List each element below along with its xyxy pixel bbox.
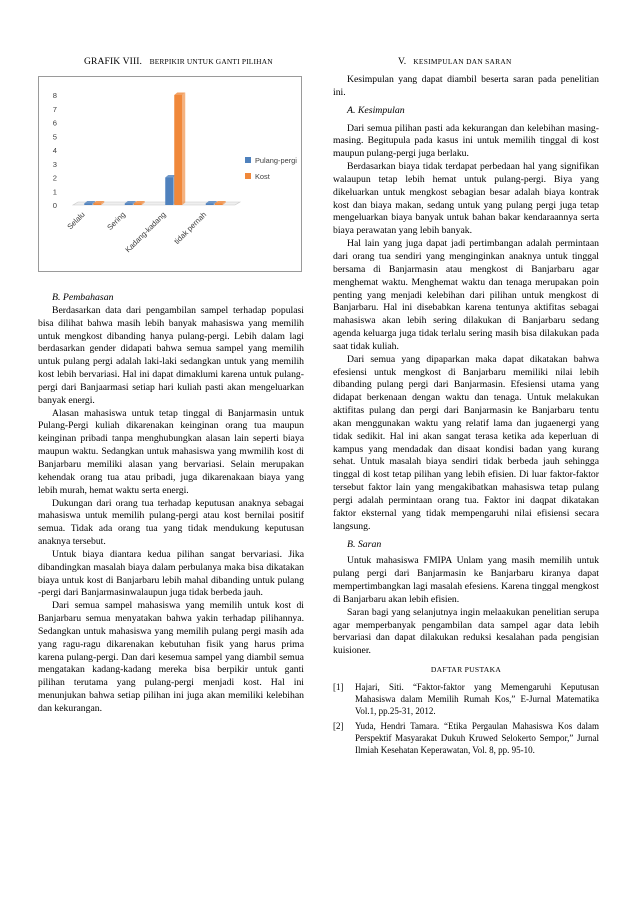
section-saran-heading: B. Saran — [347, 538, 382, 550]
reference-item — [333, 681, 599, 717]
y-tick-label: 3 — [52, 159, 57, 169]
right-column — [333, 74, 599, 760]
x-tick-label: Kadang-kadang — [123, 210, 168, 255]
y-tick-label: 8 — [52, 91, 57, 100]
section-a-heading: A. Kesimpulan — [347, 104, 405, 116]
bar-chart — [38, 76, 302, 272]
y-tick-label: 5 — [52, 132, 57, 142]
figure-label: GRAFIK VIII. — [84, 56, 143, 67]
bar-kost-0 — [93, 204, 101, 206]
y-tick-label: 2 — [52, 173, 57, 183]
bar-side — [182, 93, 185, 206]
y-tick-label: 6 — [52, 118, 57, 128]
bar-pulang-pergi-1 — [125, 204, 133, 206]
y-tick-label: 4 — [52, 146, 57, 155]
bar-kost-2 — [174, 95, 182, 205]
figure-title — [84, 56, 304, 67]
body-paragraph: Untuk biaya diantara kedua pilihan sangat bervariasi. Jika dibandingkan masalah biaya dalam perbulanya maka bisa dikatakan biaya untuk kost di Banjarbaru lebih mahal dibanding untuk pulang -pergi dari Banjarmasinwalaupun juga tidak berbeda jauh. — [38, 548, 304, 599]
reference-number: [1] — [333, 681, 344, 692]
legend-swatch — [245, 157, 251, 163]
intro-paragraph: Kesimpulan yang dapat diambil beserta saran pada penelitian ini. — [333, 74, 599, 98]
section-number: V. — [398, 56, 407, 67]
y-tick-label: 1 — [52, 187, 57, 197]
legend-swatch — [245, 173, 251, 179]
body-paragraph: Dukungan dari orang tua terhadap keputusan anaknya sebagai mahasiswa untuk memilih pulang-pergi atau kost bernilai positif semua. Tidak ada orang tua yang tidak mendukung keputusan anaknya tersebut. — [38, 497, 304, 548]
legend-label: Pulang-pergi — [255, 156, 297, 165]
bar-kost-1 — [134, 204, 142, 206]
body-paragraph: Alasan mahasiswa untuk tetap tinggal di Banjarmasin untuk Pulang-Pergi kuliah dikarenakan keinginan orang tua maupun keinginan pribadi tanpa menghubungkan alasan lain seperti biaya maupun waktu. Sedangkan untuk mahasiswa yang mwmilih kost di Banjarbaru memiliki alasan yang bervariasi. Selain merupakan kehendak orang tua atau pribadi, juga dikarenakaan biaya yang lebih murah, hemat waktu serta energi. — [38, 407, 304, 496]
reference-text: Hajari, Siti. “Faktor-faktor yang Memengaruhi Keputusan Mahasiswa dalam Memilih Rumah Kos,” E-Jurnal Matematika Vol.1, pp.25-31, 2012. — [355, 681, 599, 717]
body-paragraph: Dari semua sampel mahasiswa yang memilih untuk kost di Banjarbaru semua menyatakan bahwa yakin terhadap pilihannya. Sedangkan untuk mahasiswa yang memilih pulang pergi masih ada yang ragu-ragu dikarenakan kebutuhan fisik yang harus prima karena pulang-pergi. Dan dari kesemua sampel yang diambil semua mengatakan kadang-kadang mereka bisa berpikir untuk ganti pilihan terutama yang pulang-pergi menjadi kost. Hal ini menunjukan bahwa setiap pilihan ini juga akan memiliki kelebihan dan kekurangan. — [38, 600, 304, 714]
legend-label: Kost — [255, 172, 270, 181]
left-column — [38, 292, 304, 716]
y-tick-label: 0 — [52, 201, 57, 210]
body-paragraph: Untuk mahasiswa FMIPA Unlam yang masih memilih untuk pulang pergi dari Banjarmasin ke Banjarbaru kiranya dapat mempertimbangkan lagi masalah efesiens. Karena tinggal mengkost di Banjarbaru akan lebih efisien. — [333, 555, 599, 605]
bar-kost-3 — [215, 204, 223, 206]
body-paragraph: Berdasarkan data dari pengambilan sampel terhadap populasi bisa dilihat bahwa masih lebih banyak mahasiswa yang memilih untuk mengkost dibanding hanya pulang-pergi. Lebih dalam lagi berdasarkan gender didapati bahwa semua sampel yang memilih untuk pulang pergi adalah laki-laki sedangkan untuk yang memilih kost lebih bervariasi. Hal ini dapat dimaklumi karena untuk pulang-pergi dari Banjaarmasi setiap hari kuliah pasti akan mengeluarkan banyak energi. — [38, 304, 304, 406]
reference-item — [333, 720, 599, 756]
bar-pulang-pergi-0 — [84, 204, 92, 206]
reference-number: [2] — [333, 721, 344, 732]
section-title: KESIMPULAN DAN SARAN — [413, 57, 512, 66]
body-paragraph: Saran bagi yang selanjutnya ingin melaakukan penelitian serupa agar memperbanyak pengambilan data sampel agar data lebih bervariasi dan dapat dilakukan reduksi kesalahan pada pengisian kuisioner. — [333, 606, 599, 657]
body-paragraph: Hal lain yang juga dapat jadi pertimbangan adalah permintaan dari orang tua sendiri yang menginginkan anaknya untuk tinggal bersama di Banjarmasin atau mengkost di Banjarbaru agar menghemat waktu. Menghemat waktu dan tenaga merupakan poin penting yang menjadi kelebihan dari pilihan untuk mengkost di Banjarbaru. Hal ini disebabkan karena tentunya aktifitas sebagai mahasiswa akan lebih sering dilakukan di Banjarbaru sedang agenda keluarga juga tidak terlalu sering masih bisa dilakukan pada saat tidak kuliah. — [333, 238, 599, 352]
section-b-heading: B. Pembahasan — [52, 292, 114, 303]
references-title: DAFTAR PUSTAKA — [430, 665, 502, 675]
x-tick-label: Selalu — [65, 210, 87, 232]
bar-pulang-pergi-2 — [165, 178, 173, 206]
y-tick-label: 7 — [52, 104, 57, 114]
x-tick-label: Sering — [105, 210, 128, 232]
figure-caption: BERPIKIR UNTUK GANTI PILIHAN — [149, 57, 273, 66]
x-tick-label: tidak pernah — [172, 210, 209, 246]
bar-pulang-pergi-3 — [206, 204, 214, 206]
reference-text: Yuda, Hendri Tamara. “Etika Pergaulan Mahasiswa Kos dalam Perspektif Masyarakat Dukuh Kruwed Selokerto Sempor,” Jurnal Ilmiah Kesehatan Keperawatan, Vol. 8, pp. 95-10. — [355, 721, 599, 756]
chart-canvas — [39, 77, 301, 271]
body-paragraph: Dari semua yang dipaparkan maka dapat dikatakan bahwa efesiensi untuk mengkost di Banjarbaru memiliki nilai lebih dibanding pulang pergi dari Banjarmasin. Efesiensi utama yang didapat berkenaan dengan waktu dan tenaga. Untuk melakukan aktifitas pulang dan pergi dari Banjarmasin ke Banjarbaru tentu akan menggunakan waktu yang relatif lama dan jugaenergi yang tidak sedikit. Hal ini akan sangat terasa ketika ada keperluan di kampus yang mendadak dan disaat kondisi badan yang kurang sehat. Untuk masalah biaya sendiri tidak berbeda jauh sehingga tinggal di kost tetap pilihan yang lebih efisien. Di luar faktor-faktor tersebut faktor lain yang mengakibatkan mahasiswa tetap pulang pergi adalah permintaan orang tua. Faktor ini daqpat dikatakan faktor eksternal yang tidak mempengaruhi nilai efisiensi secara langsung. — [333, 353, 599, 532]
body-paragraph: Dari semua pilihan pasti ada kekurangan dan kelebihan masing-masing. Begitupula pada kasus ini untuk memilih tinggal di kost maupun pulang-pergi juga berlaku. — [333, 122, 599, 160]
right-section-title — [398, 56, 512, 67]
body-paragraph: Berdasarkan biaya tidak terdapat perbedaan hal yang signifikan walaupun tetap lebih hemat untuk pulang-pergi. Biya yang dikeluarkan untuk mengkost sebagian besar adalah biaya kontrak kost dan biaya makan, sedang untuk yang pulang pergi juga tetap mengeluarkan biaya banyak untuk bahan bakar kendaraannya serta biaya perawatan yang lebih banyak. — [333, 161, 599, 237]
